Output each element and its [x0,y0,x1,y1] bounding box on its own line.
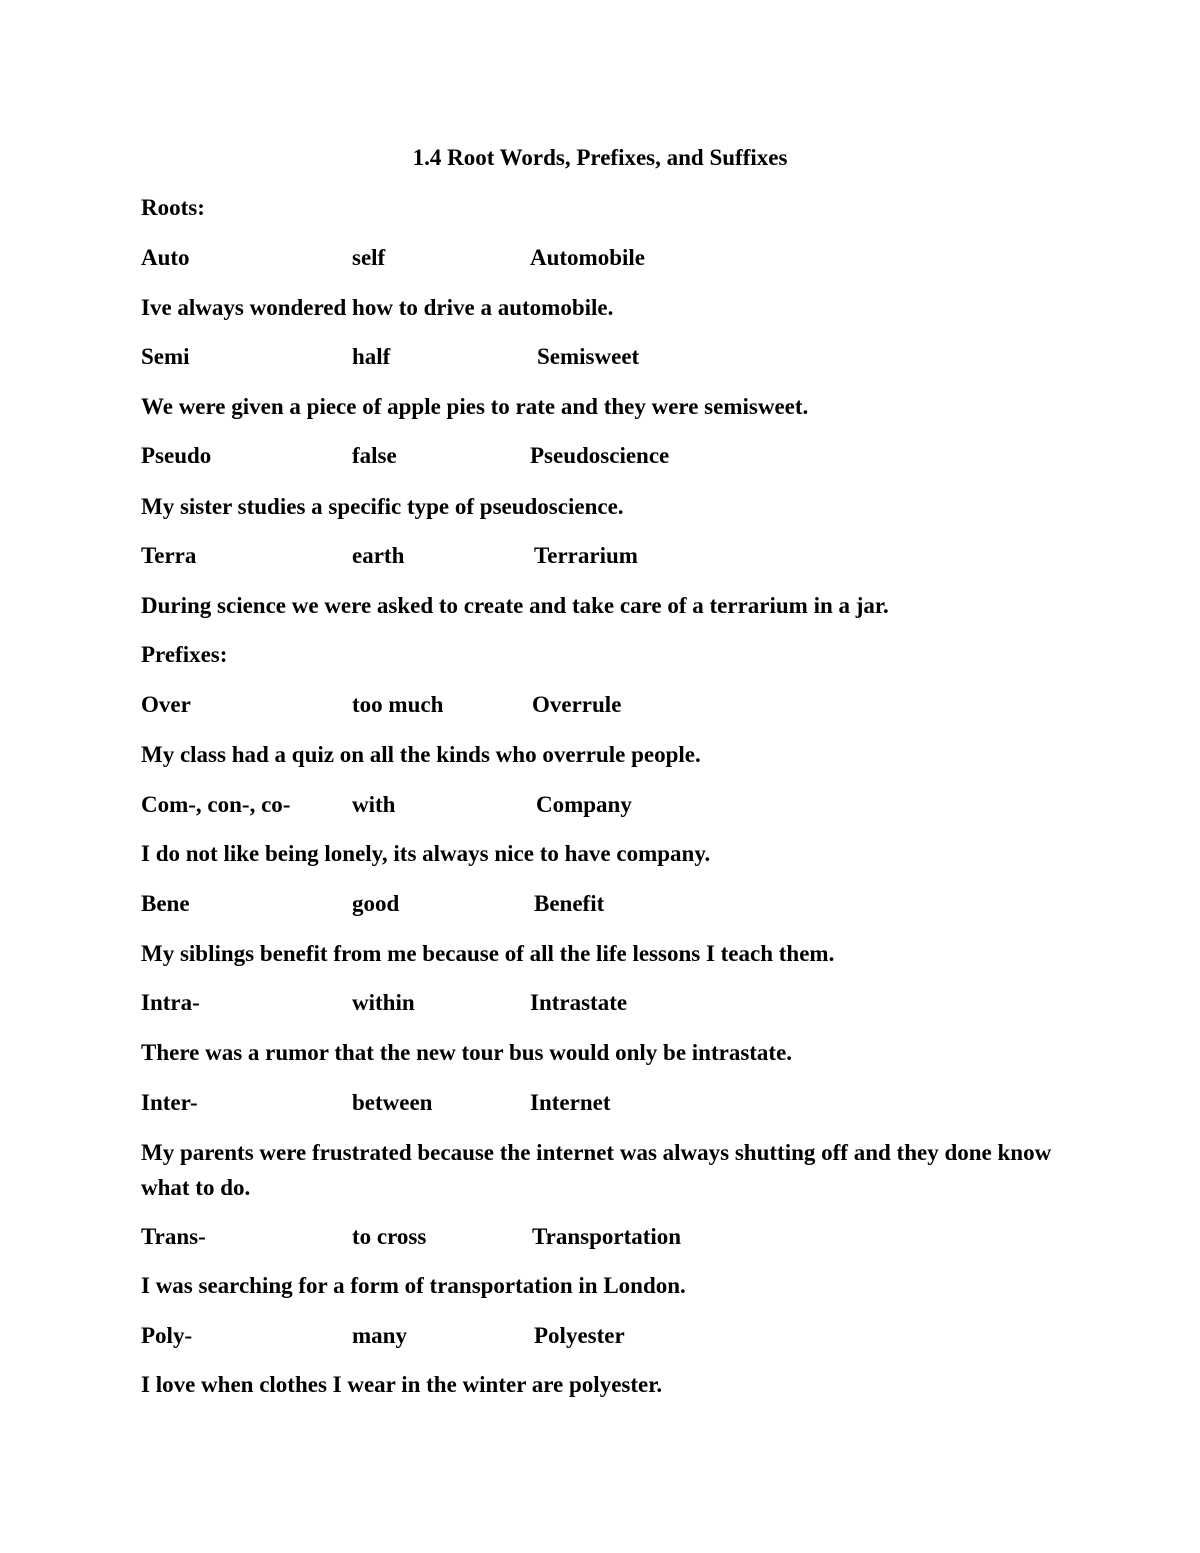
example-sentence: There was a rumor that the new tour bus would only be intrastate. [141,1040,793,1065]
term-word: Pseudo [141,443,212,468]
term-row [0,1089,1200,1117]
term-example: Internet [530,1090,611,1115]
term-row [0,1223,1200,1251]
term-row [0,1322,1200,1350]
term-meaning: half [352,344,391,369]
term-word: Semi [141,344,190,369]
example-sentence: We were given a piece of apple pies to rate and they were semisweet. [141,394,809,419]
term-example: Pseudoscience [530,443,670,468]
term-meaning: with [352,792,396,817]
term-word: Inter- [141,1090,198,1115]
term-example: Semisweet [537,344,640,369]
term-meaning: too much [352,692,444,717]
term-row [0,890,1200,918]
term-word: Com-, con-, co- [141,792,291,817]
example-sentence: During science we were asked to create and take care of a terrarium in a jar. [141,593,889,618]
term-word: Intra- [141,990,200,1015]
example-sentence: Ive always wondered how to drive a automobile. [141,295,614,320]
term-row [0,691,1200,719]
term-example: Benefit [534,891,605,916]
term-example: Polyester [534,1323,625,1348]
term-meaning: earth [352,543,405,568]
term-meaning: to cross [352,1224,427,1249]
term-example: Automobile [530,245,645,270]
term-meaning: good [352,891,400,916]
roots-heading: Roots: [141,195,205,220]
term-row [0,542,1200,570]
term-meaning: within [352,990,415,1015]
term-row [0,442,1200,470]
example-sentence: I love when clothes I wear in the winter are polyester. [141,1372,663,1397]
term-word: Poly- [141,1323,193,1348]
document-title: 1.4 Root Words, Prefixes, and Suffixes [412,145,788,170]
example-sentence: My siblings benefit from me because of all the life lessons I teach them. [141,941,835,966]
example-sentence: My parents were frustrated because the internet was always shutting off and they done know what to do. [141,1140,1052,1200]
prefixes-heading: Prefixes: [141,642,228,667]
term-example: Transportation [532,1224,682,1249]
example-sentence: I was searching for a form of transportation in London. [141,1273,686,1298]
term-example: Overrule [532,692,622,717]
term-example: Intrastate [530,990,628,1015]
term-example: Company [536,792,632,817]
term-row [0,244,1200,272]
term-word: Terra [141,543,197,568]
term-word: Over [141,692,191,717]
term-meaning: between [352,1090,433,1115]
example-sentence: My sister studies a specific type of pseudoscience. [141,494,624,519]
term-meaning: many [352,1323,407,1348]
example-sentence: My class had a quiz on all the kinds who overrule people. [141,742,701,767]
term-example: Terrarium [534,543,638,568]
term-word: Trans- [141,1224,206,1249]
term-word: Auto [141,245,190,270]
term-meaning: false [352,443,397,468]
term-word: Bene [141,891,190,916]
example-sentence: I do not like being lonely, its always nice to have company. [141,841,711,866]
term-row [0,989,1200,1017]
term-row [0,791,1200,819]
term-meaning: self [352,245,386,270]
term-row [0,343,1200,371]
